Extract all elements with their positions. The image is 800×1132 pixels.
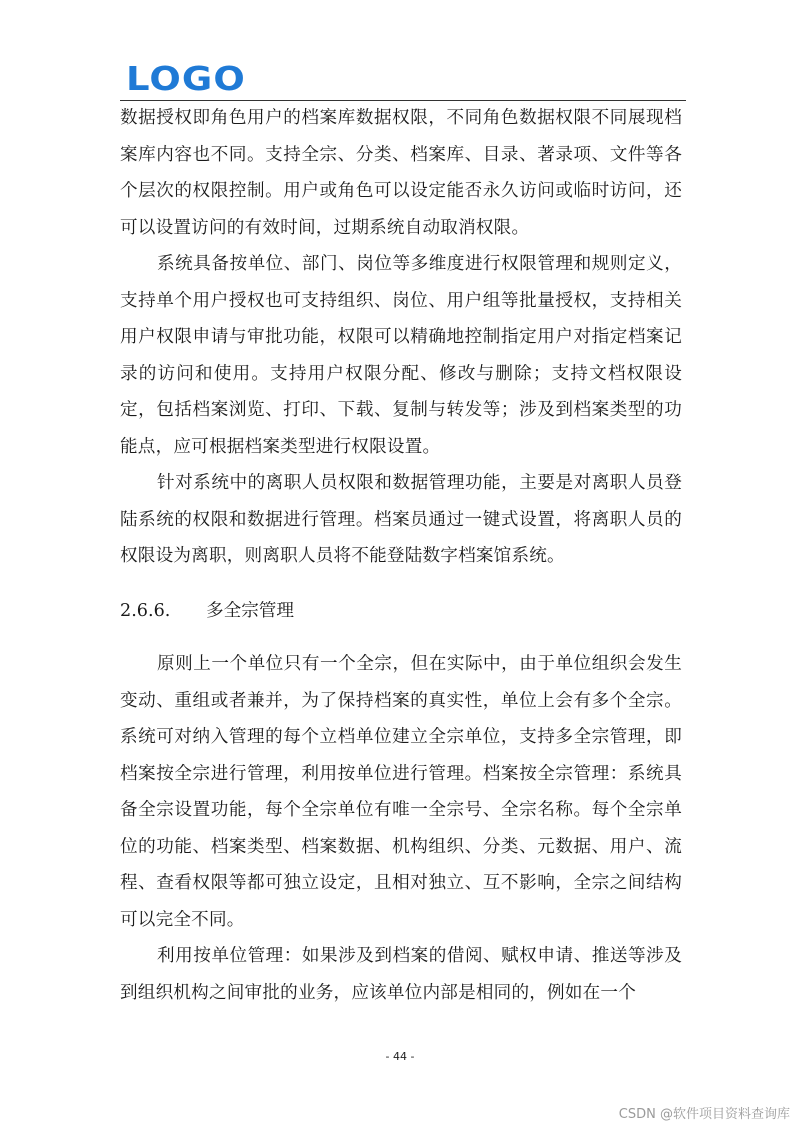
document-body — [120, 100, 682, 1011]
paragraph-multi-dimension-permissions: 系统具备按单位、部门、岗位等多维度进行权限管理和规则定义，支持单个用户授权也可支持组织、岗位、用户组等批量授权，支持相关用户权限申请与审批功能，权限可以精确地控制指定用户对指定档案记录的访问和使用。支持用户权限分配、修改与删除；支持文档权限设定，包括档案浏览、打印、下载、复制与转发等；涉及到档案类型的功能点，应可根据档案类型进行权限设置。 — [120, 254, 682, 457]
paragraph-multi-fonds-principle: 原则上一个单位只有一个全宗，但在实际中，由于单位组织会发生变动、重组或者兼并，为了保持档案的真实性，单位上会有多个全宗。系统可对纳入管理的每个立档单位建立全宗单位，支持多全宗管理，即档案按全宗进行管理，利用按单位进行管理。档案按全宗管理：系统具备全宗设置功能，每个全宗单位有唯一全宗号、全宗名称。每个全宗单位的功能、档案类型、档案数据、机构组织、分类、元数据、用户、流程、查看权限等都可独立设定，且相对独立、互不影响，全宗之间结构可以完全不同。 — [120, 654, 682, 930]
paragraph-resigned-staff: 针对系统中的离职人员权限和数据管理功能，主要是对离职人员登陆系统的权限和数据进行管理。档案员通过一键式设置，将离职人员的权限设为离职，则离职人员将不能登陆数字档案馆系统。 — [120, 473, 682, 566]
section-heading — [120, 593, 682, 630]
page-number: - 44 - — [385, 1050, 415, 1063]
logo: LOGO — [126, 59, 246, 98]
paragraph-data-authorization: 数据授权即角色用户的档案库数据权限，不同角色数据权限不同展现档案库内容也不同。支持全宗、分类、档案库、目录、著录项、文件等各个层次的权限控制。用户或角色可以设定能否永久访问或临时访问，还可以设置访问的有效时间，过期系统自动取消权限。 — [120, 108, 682, 238]
section-number: 2.6.6. — [120, 600, 171, 621]
paragraph-unit-management: 利用按单位管理：如果涉及到档案的借阅、赋权申请、推送等涉及到组织机构之间审批的业务，应该单位内部是相同的，例如在一个 — [120, 946, 682, 1003]
section-title: 多全宗管理 — [206, 600, 294, 621]
csdn-watermark: CSDN @软件项目资料查询库 — [618, 1107, 790, 1122]
